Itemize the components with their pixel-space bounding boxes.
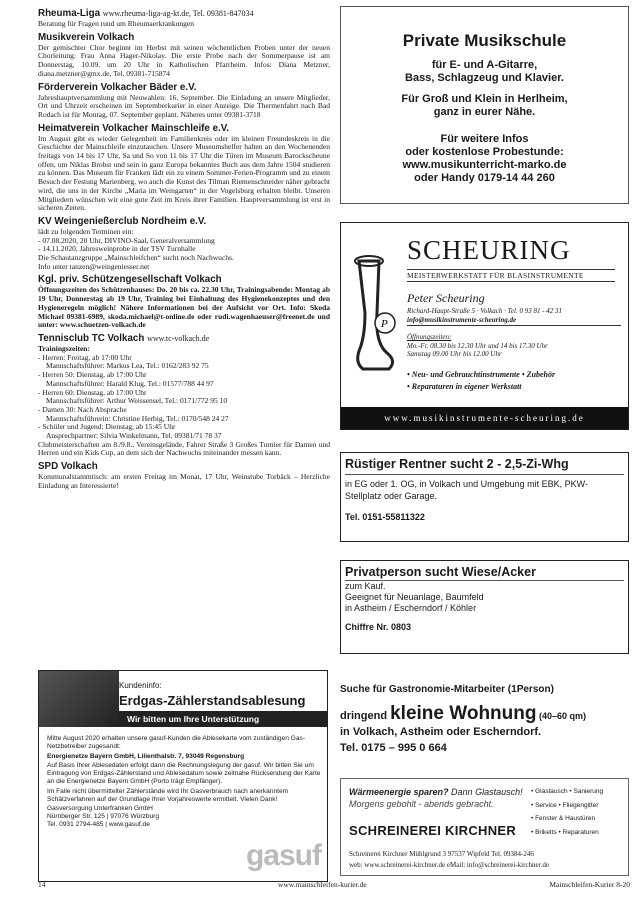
musikschule-title: Private Musikschule bbox=[402, 31, 567, 50]
scheuring-ad bbox=[340, 222, 629, 430]
gasuf-ad bbox=[38, 670, 328, 882]
kv-line: Info unter tanzen@weingeniesser.net bbox=[38, 261, 150, 271]
kirchner-name: SCHREINEREI KIRCHNER bbox=[349, 823, 517, 838]
rentner-phone: Tel. 0151-55811322 bbox=[345, 512, 425, 522]
kirchner-service: • Briketts • Reparaturen bbox=[531, 828, 599, 836]
gasuf-para: Im Falle nicht übermittelter Zählerstände wird Ihr Gasverbrauch nach anerkanntem Schätzverfahren auf der Grundlage Ihrer Vorjahreswerte ermittelt. Vielen Dank! bbox=[47, 787, 289, 803]
svg-text:P: P bbox=[381, 318, 388, 330]
foerderverein-text: Jahreshauptversammlung mit Neuwahlen: 16. September. Die Einladung an unsere Mitglieder, Ort und Uhrzeit erscheinen im Septemberkurier in einer Anzeige. Die Thermenfahrt nach Bad Rodach ist für Montag, 07. September geplant. Näheres unter 09381-3718 bbox=[38, 92, 330, 119]
tuba-icon bbox=[349, 253, 401, 373]
kv-section bbox=[38, 216, 330, 272]
gasuf-para: Energienetze Bayern GmbH, Lilienthalstr. 7, 93049 Regensburg bbox=[47, 752, 245, 760]
musikschule-line: Für weitere Infos bbox=[440, 133, 529, 145]
musikverein-title: Musikverein Volkach bbox=[38, 31, 135, 43]
tennis-section bbox=[38, 333, 330, 458]
musikschule-line: Für Groß und Klein in Herlheim, bbox=[401, 93, 568, 105]
kv-line: Die Schautanzgruppe „Mainschleifchen“ sucht noch Nachwuchs. bbox=[38, 253, 234, 263]
tennis-line: Ansprechpartner: Silvia Winkelmann, Tel. 09381/71 78 37 bbox=[46, 431, 222, 441]
tennis-title: Tennisclub TC Volkach bbox=[38, 332, 145, 344]
scheuring-hours-title: Öffnungszeiten: bbox=[407, 333, 452, 341]
tennis-url[interactable]: www.tc-volkach.de bbox=[147, 333, 210, 343]
gasuf-title: Erdgas-Zählerstandsablesung bbox=[119, 693, 306, 708]
wiese-line: Geeignet für Neuanlage, Baumfeld bbox=[345, 592, 484, 602]
wohnung-line: in Volkach, Astheim oder Escherndorf. bbox=[340, 726, 542, 738]
spd-title: SPD Volkach bbox=[38, 461, 98, 473]
wiese-line: zum Kauf. bbox=[345, 581, 386, 591]
tennis-line: - Herren 60: Dienstag, ab 17:00 Uhr bbox=[38, 387, 147, 397]
gasuf-para: Auf Basis Ihrer Ablesedaten erfolgt dann die Rechnungslegung der gasuf. Wir bitten Sie um Eintragung von Erdgas-Zählerstand und Ablesedatum sowie zeitnahe Rücksendung der Karte an die Energienetze Bayern GmbH (Porto trägt Empfänger). bbox=[47, 762, 321, 785]
gasuf-contact: Gasversorgung Unterfranken GmbH Nürnberger Str. 125 | 97076 Würzburg Tel. 0931 2794-485 | www.gasuf.de bbox=[47, 805, 160, 828]
musikschule-line: ganz in eurer Nähe. bbox=[433, 106, 536, 118]
kv-title: KV Weingenießerclub Nordheim e.V. bbox=[38, 215, 207, 227]
rheuma-title: Rheuma-Liga bbox=[38, 8, 101, 19]
musikschule-ad bbox=[340, 6, 629, 204]
wiese-line: in Astheim / Escherndorf / Köhler bbox=[345, 603, 477, 613]
footer-issue: Mainschleifen-Kurier 8-20 bbox=[549, 880, 630, 889]
gasuf-logo: gasuf bbox=[245, 839, 321, 872]
musikschule-line: für E- und A-Gitarre, bbox=[431, 59, 538, 71]
gas-meter-image bbox=[39, 671, 119, 727]
wohnung-line: dringend bbox=[340, 710, 391, 722]
kirchner-web[interactable]: web: www.schreinerei-kirchner.de eMail: info@schreinerei-kirchner.de bbox=[349, 861, 549, 869]
rheuma-url[interactable]: www.rheuma-liga-ag-kt.de, Tel. 09381-847034 bbox=[102, 9, 254, 18]
musikschule-line: oder kostenlose Probestunde: bbox=[405, 146, 564, 158]
scheuring-bullet: • Reparaturen in eigener Werkstatt bbox=[407, 382, 522, 391]
kirchner-line: Dann Glastausch! bbox=[448, 787, 523, 797]
scheuring-name: SCHEURING bbox=[407, 235, 571, 265]
musikschule-url[interactable]: www.musikunterricht-marko.de bbox=[402, 159, 567, 171]
tennis-line: - Herren 50: Dienstag, ab 17:00 Uhr bbox=[38, 370, 147, 380]
wohnung-phone: Tel. 0175 – 995 0 664 bbox=[340, 742, 447, 754]
tennis-line: Mannschaftsführer: Harald Klug, Tel.: 01577/788 44 97 bbox=[46, 378, 214, 388]
kv-line: - 14.11.2020, Jahresweinprobe in der TSV Turnhalle bbox=[38, 244, 196, 254]
footer-url[interactable]: www.mainschleifen-kurier.de bbox=[278, 880, 367, 889]
schuetzen-section bbox=[38, 274, 330, 330]
musikschule-phone: oder Handy 0179-14 44 260 bbox=[414, 172, 555, 184]
scheuring-address: Richard-Haupt-Straße 5 · Volkach · Tel. 0 93 81 - 42 31 bbox=[407, 307, 563, 315]
kirchner-service: • Service • Fliegengitter bbox=[531, 801, 599, 809]
scheuring-web[interactable]: www.musikinstrumente-scheuring.de bbox=[341, 407, 628, 429]
musikschule-line: Bass, Schlagzeug und Klavier. bbox=[405, 72, 564, 84]
kirchner-address: Schreinerei Kirchner Mühlgrund 3 97537 Wipfeld Tel. 09384-246 bbox=[349, 850, 534, 858]
tennis-line: Mannschaftsführer: Arthur Weissensel, Tel.: 0171/772 95 10 bbox=[46, 396, 228, 406]
wiese-title: Privatperson sucht Wiese/Acker bbox=[345, 565, 624, 581]
tennis-line: Mannschaftsführer: Markus Lea, Tel.: 0162/283 92 75 bbox=[46, 361, 209, 371]
schuetzen-title: Kgl. priv. Schützengesellschaft Volkach bbox=[38, 274, 222, 286]
gasuf-para: Mitte August 2020 erhalten unsere gasuf-Kunden die Ablesekarte vom zuständigen Gas-Netzbetreiber zugesandt: bbox=[47, 735, 306, 750]
gasuf-kundeninfo: Kundeninfo: bbox=[119, 681, 162, 690]
rentner-title: Rüstiger Rentner sucht 2 - 2,5-Zi-Whg bbox=[345, 457, 624, 475]
left-column bbox=[38, 5, 330, 494]
wohnung-ad bbox=[340, 684, 629, 754]
kv-line: - 07.08.2020, 20 Uhr, DIVINO-Saal, Generalversammlung bbox=[38, 235, 215, 245]
wohnung-line: Suche für Gastronomie-Mitarbeiter (1Person) bbox=[340, 684, 554, 695]
tennis-line: - Schüler und Jugend: Dienstag, ab 15:45 Uhr bbox=[38, 422, 176, 432]
scheuring-email[interactable]: info@musikinstrumente-scheuring.de bbox=[407, 316, 517, 324]
scheuring-hours: Mo.-Fr. 08.30 bis 12.30 Uhr und 14 bis 17.30 Uhr bbox=[407, 341, 548, 350]
foerderverein-section bbox=[38, 82, 330, 120]
tennis-line: Trainingszeiten: bbox=[38, 343, 90, 353]
scheuring-hours: Samstag 09.00 Uhr bis 12.00 Uhr bbox=[407, 350, 502, 359]
tennis-line: Mannschaftsführerin: Christine Herbig, Tel.: 0170/548 24 27 bbox=[46, 413, 229, 423]
musikverein-section bbox=[38, 32, 330, 79]
scheuring-subtitle: MEISTERWERKSTATT FÜR BLASINSTRUMENTE bbox=[407, 269, 615, 282]
rheuma-section bbox=[38, 8, 330, 29]
kirchner-line: Morgens gebohlt - abends gebracht. bbox=[349, 799, 494, 809]
wiese-chiffre: Chiffre Nr. 0803 bbox=[345, 622, 412, 632]
tennis-line: - Damen 30: Nach Absprache bbox=[38, 404, 127, 414]
tennis-line: - Herren: Freitag, ab 17:00 Uhr bbox=[38, 352, 132, 362]
wiese-ad bbox=[340, 560, 629, 654]
spd-text: Kommunalstammtisch: am ersten Freitag im Monat, 17 Uhr, Weinstube Torbäck – Herzliche Einladung an Interessierte! bbox=[38, 472, 330, 490]
rheuma-line: Beratung für Fragen rund um Rheumaerkrankungen bbox=[38, 19, 194, 28]
heimatverein-section bbox=[38, 123, 330, 213]
scheuring-bullet: • Neu- und Gebrauchtinstrumente • Zubehör bbox=[407, 370, 556, 379]
spd-section bbox=[38, 461, 330, 490]
kv-line: lädt zu folgenden Terminen ein: bbox=[38, 226, 134, 236]
kirchner-service: • Fenster & Haustüren bbox=[531, 815, 596, 822]
kirchner-ad bbox=[340, 778, 629, 876]
rentner-ad bbox=[340, 452, 629, 542]
kirchner-service: • Glastausch • Sanierung bbox=[531, 788, 604, 795]
kirchner-line: Wärmeenergie sparen? bbox=[349, 787, 449, 797]
heimatverein-title: Heimatverein Volkacher Mainschleife e.V. bbox=[38, 122, 230, 134]
scheuring-person: Peter Scheuring bbox=[407, 291, 485, 305]
rentner-text: in EG oder 1. OG, in Volkach und Umgebung mit EBK, PKW-Stellplatz oder Garage. bbox=[345, 479, 588, 501]
foerderverein-title: Förderverein Volkacher Bäder e.V. bbox=[38, 81, 197, 93]
schuetzen-text: Öffnungszeiten des Schützenhauses: Do. 20 bis ca. 22.30 Uhr, Trainingsabende: Montag ab 19 Uhr, Donnerstag ab 19 Uhr, Training bei Einhaltung des Hygienekonzeptes und den Hygieneregeln möglich! Nähere Informationen bei der Aufsicht vor Ort. Info: Skoda Michael 09381-6989, skoda.michael@t-online.de oder rudi.wagenhaeuser@freenet.de und unter: www.schuetzen-volkach.de bbox=[38, 285, 330, 330]
tennis-text: Clubmeisterschaften am 8./9.8., Vereinsgelände, Fahrer Straße 3 Großes Turnier für Damen und Herren und ein Kids Cup, an dem sich der Nachwuchs miteinander messen kann. bbox=[38, 439, 330, 458]
gasuf-band: Wir bitten um Ihre Unterstützung bbox=[119, 711, 328, 727]
wohnung-size: (40–60 qm) bbox=[536, 711, 587, 721]
heimatverein-text: Im August gibt es wieder Gelegenheit im Familienkreis oder im kleinen Freundeskreis in die Geschichte der Mainschleife einzutauchen. Unsere Museumshelfer halten an den Wochenenden freitags von 14 bis 17 Uhr, Sa und So von 11 bis 17 Uhr die Türen im Museum Barockscheune offen, um Niklas Brobst und sein in ganz Europa bekanntes Buch aus dem Jahre 1504 studieren zu können. Das Museum für Franken lädt ein zu einem Sommer-Ferien-Programm und zu einem Besuch der Festung Marienberg, wo auch die Kunst des Tilman Riemenschneider näher gebracht wird, die uns in der Kirche „Maria im Weingarten“ in der Vogelsburg erhalten bleibt. Unseren Mitgliedern wünschen wir eine gute Zeit im Kreis ihrer Familien. Hauptversammlung ist erst in sicheren Zeiten. bbox=[38, 133, 330, 213]
page-number: 14 bbox=[38, 880, 46, 889]
wohnung-headline: kleine Wohnung bbox=[390, 703, 537, 724]
musikverein-text: Der gemischter Chor beginnt im Herbst mit seinen wöchentlichen Proben unter der neuen Chorleitung: Frau Anna Hager-Nikolay. Die erste Probe nach der Sommerpause ist am Donnerstag, 10.09. um 20 Uhr in Katholischen Pfarrheim. Infos: Diana Metzner, diana.metzner@gmx.de, Tel. 09381-715874 bbox=[38, 42, 330, 78]
